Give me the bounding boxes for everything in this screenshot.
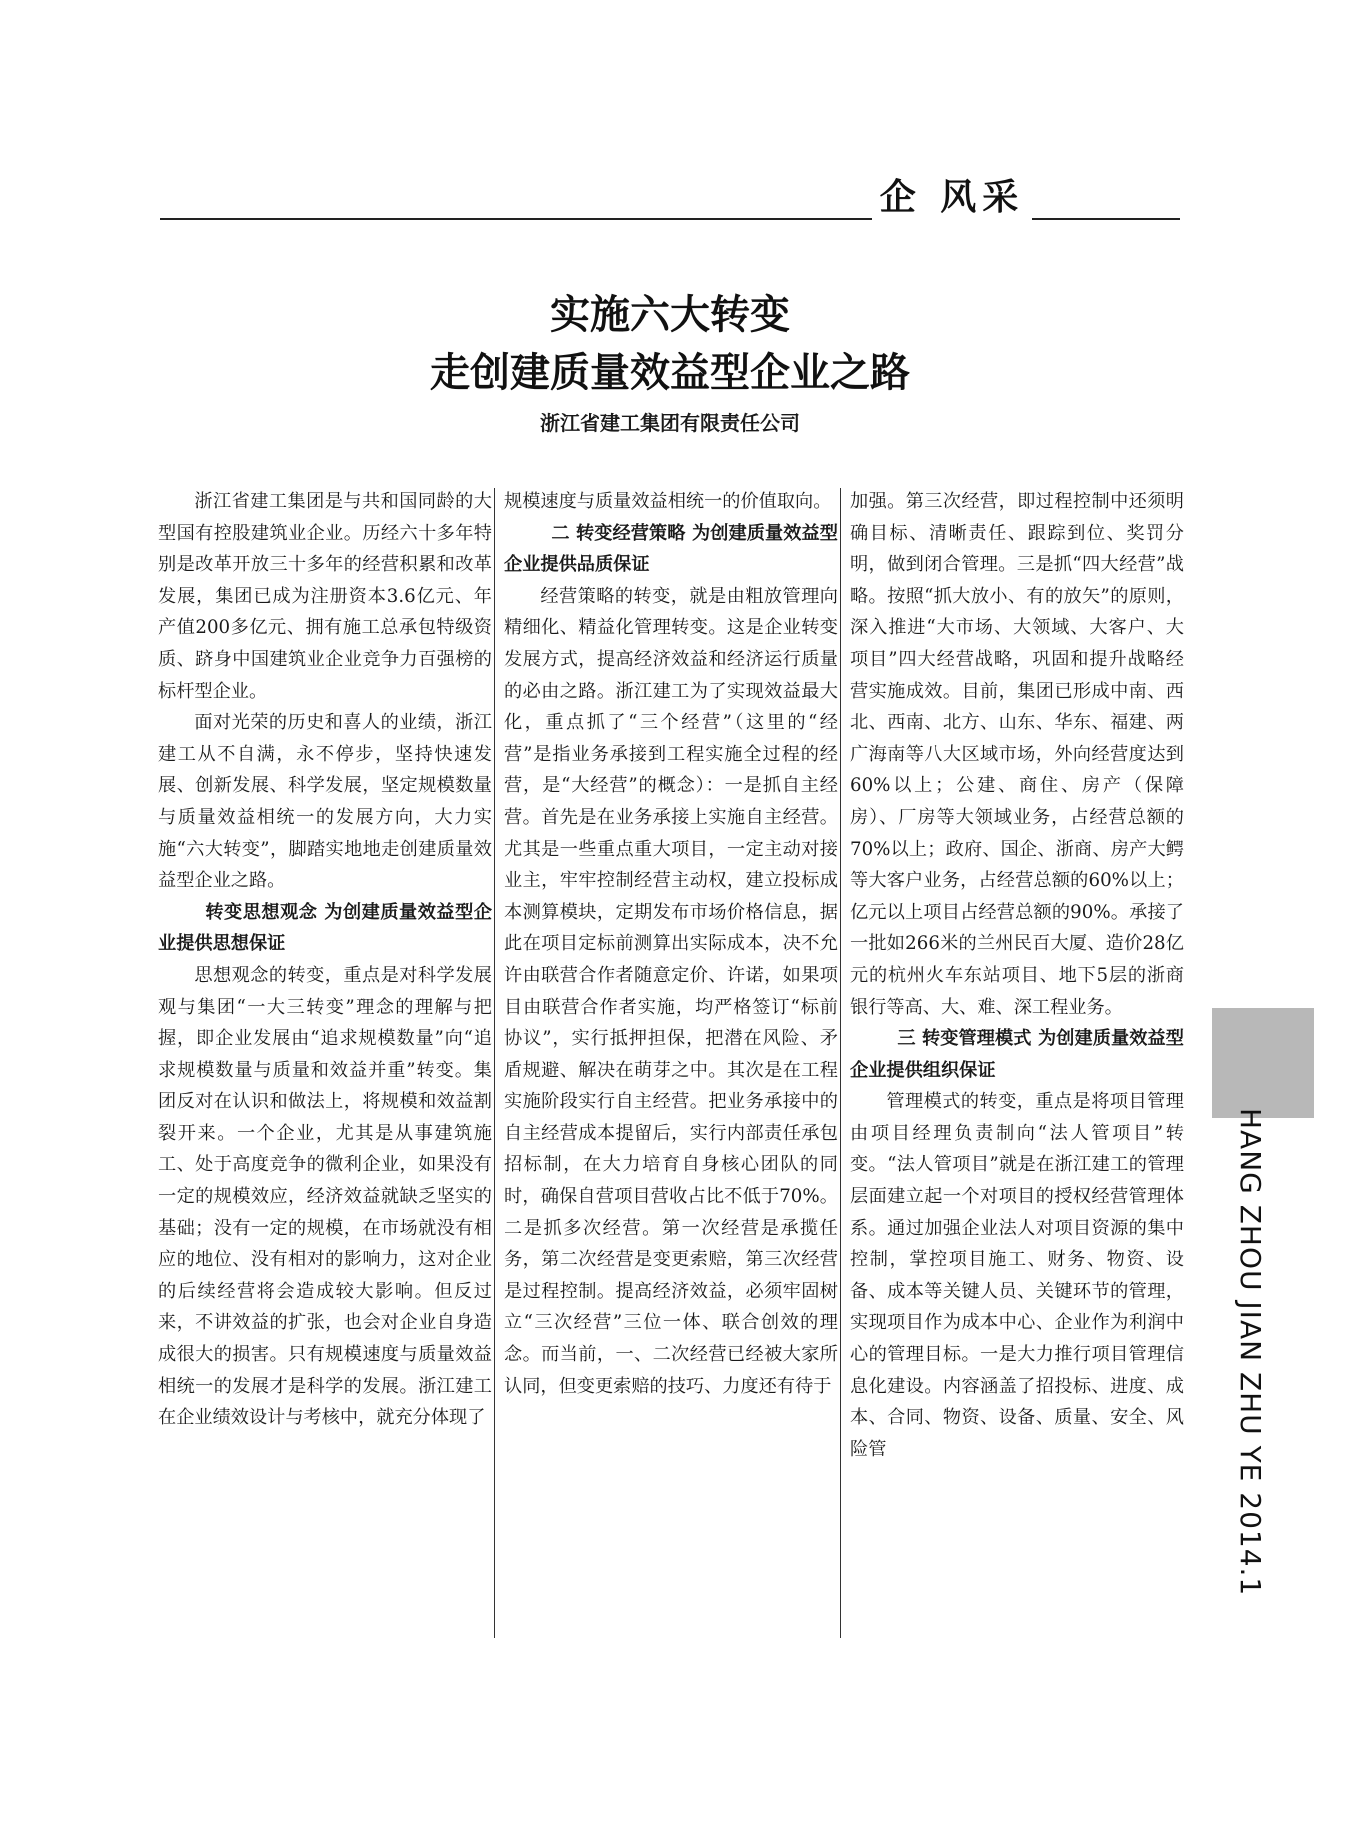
paragraph: 加强。第三次经营，即过程控制中还须明确目标、清晰责任、跟踪到位、奖罚分明，做到闭合管理。三是抓“四大经营”战略。按照“抓大放小、有的放矢”的原则，深入推进“大市场、大领域、大客户、大项目”四大经营战略，巩固和提升战略经营实施成效。目前，集团已形成中南、西北、西南、北方、山东、华东、福建、两广海南等八大区域市场，外向经营度达到60%以上；公建、商住、房产（保障房）、厂房等大领域业务，占经营总额的70%以上；政府、国企、浙商、房产大鳄等大客户业务，占经营总额的60%以上；亿元以上项目占经营总额的90%。承接了一批如266米的兰州民百大厦、造价28亿元的杭州火车东站项目、地下5层的浙商银行等高、大、难、深工程业务。 — [850, 491, 1184, 1018]
article-title — [200, 286, 1140, 402]
paragraph: 浙江省建工集团是与共和国同龄的大型国有控股建筑业企业。历经六十多年特别是改革开放三十多年的经营积累和改革发展，集团已成为注册资本3.6亿元、年产值200多亿元、拥有施工总承包特级资质、跻身中国建筑业企业竞争力百强榜的标杆型企业。 — [158, 491, 492, 702]
text-column-2 — [504, 486, 838, 1646]
header-rule-left — [160, 218, 872, 220]
article-author: 浙江省建工集团有限责任公司 — [540, 411, 800, 435]
section-heading: 二 转变经营策略 为创建质量效益型企业提供品质保证 — [504, 522, 838, 576]
journal-issue-text: HANG ZHOU JIAN ZHU YE 2014.1 — [1234, 1108, 1267, 1597]
column-divider — [840, 488, 841, 1638]
header-rule-right — [1032, 218, 1180, 220]
paragraph: 思想观念的转变，重点是对科学发展观与集团“一大三转变”理念的理解与把握，即企业发展由“追求规模数量”向“追求规模数量与质量和效益并重”转变。集团反对在认识和做法上，将规模和效益割裂开来。一个企业，尤其是从事建筑施工、处于高度竞争的微利企业，如果没有一定的规模效应，经济效益就缺乏坚实的基础；没有一定的规模，在市场就没有相应的地位、没有相对的影响力，这对企业的后续经营将会造成较大影响。但反过来，不讲效益的扩张，也会对企业自身造成很大的损害。只有规模速度与质量效益相统一的发展才是科学的发展。浙江建工在企业绩效设计与考核中，就充分体现了 — [158, 964, 492, 1429]
text-column-1 — [158, 486, 492, 1646]
section-heading: 转变思想观念 为创建质量效益型企业提供思想保证 — [158, 901, 492, 955]
text-column-3 — [850, 486, 1184, 1646]
article-title-line-2: 走创建质量效益型企业之路 — [430, 349, 910, 396]
side-tab — [1212, 1008, 1314, 1118]
paragraph: 规模速度与质量效益相统一的价值取向。 — [504, 491, 832, 512]
section-heading: 三 转变管理模式 为创建质量效益型企业提供组织保证 — [850, 1028, 1184, 1081]
section-label: 企 风采 — [879, 177, 1025, 218]
paragraph: 面对光荣的历史和喜人的业绩，浙江建工从不自满，永不停步，坚持快速发展、创新发展、科学发展，坚定规模数量与质量效益相统一的发展方向，大力实施“六大转变”，脚踏实地地走创建质量效益型企业之路。 — [158, 712, 492, 892]
paragraph: 经营策略的转变，就是由粗放管理向精细化、精益化管理转变。这是企业转变发展方式，提高经济效益和经济运行质量的必由之路。浙江建工为了实现效益最大化，重点抓了“三个经营”（这里的“经营”是指业务承接到工程实施全过程的经营，是“大经营”的概念）：一是抓自主经营。首先是在业务承接上实施自主经营。尤其是一些重点重大项目，一定主动对接业主，牢牢控制经营主动权，建立投标成本测算模块，定期发布市场价格信息，据此在项目定标前测算出实际成本，决不允许由联营合作者随意定价、许诺，如果项目由联营合作者实施，均严格签订“标前协议”，实行抵押担保，把潜在风险、矛盾规避、解决在萌芽之中。其次是在工程实施阶段实行自主经营。把业务承接中的自主经营成本提留后，实行内部责任承包招标制，在大力培育自身核心团队的同时，确保自营项目营收占比不低于70%。二是抓多次经营。第一次经营是承揽任务，第二次经营是变更索赔，第三次经营是过程控制。提高经济效益，必须牢固树立“三次经营”三位一体、联合创效的理念。而当前，一、二次经营已经被大家所认同，但变更索赔的技巧、力度还有待于 — [504, 585, 838, 1397]
paragraph: 管理模式的转变，重点是将项目管理由项目经理负责制向“法人管项目”转变。“法人管项目”就是在浙江建工的管理层面建立起一个对项目的授权经营管理体系。通过加强企业法人对项目资源的集中控制，掌控项目施工、财务、物资、设备、成本等关键人员、关键环节的管理，实现项目作为成本中心、企业作为利润中心的管理目标。一是大力推行项目管理信息化建设。内容涵盖了招投标、进度、成本、合同、物资、设备、质量、安全、风险管 — [850, 1091, 1184, 1460]
article-title-line-1: 实施六大转变 — [550, 291, 790, 338]
column-divider — [494, 488, 495, 1638]
journal-sidebar — [1222, 1108, 1282, 1628]
